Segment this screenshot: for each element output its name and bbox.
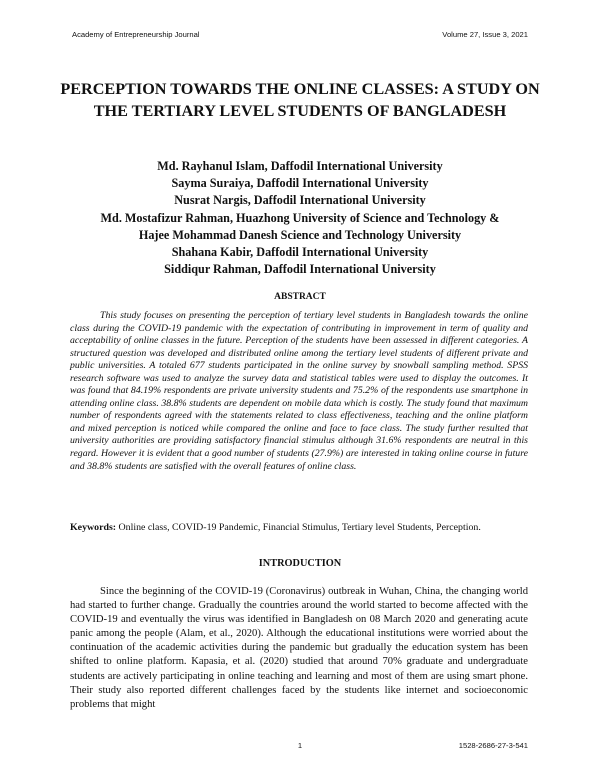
author-line: Shahana Kabir, Daffodil International University [171, 245, 429, 260]
keywords-text: Online class, COVID-19 Pandemic, Financial Stimulus, Tertiary level Students, Perception. [118, 522, 481, 533]
page-number: 1 [297, 741, 303, 750]
abstract-text: This study focuses on presenting the perception of tertiary level students in Bangladesh towards the online class during the COVID-19 pandemic with the expectation of contributing in improvement in term of quality and acceptability of online classes in the future. Perception of the students have been assessed in different categories. A structured question was developed and distributed online among the tertiary level students of different private and public universities. A totaled 677 students participated in the online survey by snowball sampling method. SPSS research software was used to analyze the survey data and statistical tables were used to display the outcomes. It was found that 84.19% respondents are private university students and 75.2% of the respondents use smartphone in attending online class. 38.8% students are dependent on mobile data which is costly. The study found that maximum number of respondents agreed with the statements related to class effectiveness, teaching and the online platform and mixed perception is noticed while compared the online and face to face class. The study further resulted that university authorities are providing satisfactory financial stimulus although 31.6% respondents are neutral in this regard. However it is evident that a good number of students (27.9%) are interested in taking online course in future and 38.8% students are satisfied with the overall features of online class. [70, 310, 528, 472]
introduction-text: Since the beginning of the COVID-19 (Coronavirus) outbreak in Wuhan, China, the changing world had started to further change. Gradually the countries around the world started to become affected with the COVID-19 and eventually the virus was identified in Bangladesh on 08 March 2020 and generating acute panic among the people (Alam, et al., 2020). Although the educational institutions were worried about the continuation of the academic activities during the pandemic but gradually the education system has been shifted to online platform. Kapasia, et al. (2020) studied that around 70% graduate and undergraduate students are actively participating in online teaching and learning and most of them are using smart phone. Their study also reported different challenges faced by the students like internet and socioeconomic problems that might [70, 586, 528, 710]
author-list [40, 158, 560, 278]
page-header [72, 30, 528, 42]
article-code: 1528-2686-27-3-541 [458, 741, 528, 750]
abstract-heading: ABSTRACT [274, 292, 326, 302]
author-line: Siddiqur Rahman, Daffodil International University [164, 262, 436, 277]
author-line: Hajee Mohammad Danesh Science and Technology University [138, 227, 462, 242]
introduction-heading: INTRODUCTION [258, 558, 342, 569]
volume-issue: Volume 27, Issue 3, 2021 [442, 30, 528, 39]
journal-name: Academy of Entrepreneurship Journal [72, 30, 200, 39]
paper-title: PERCEPTION TOWARDS THE ONLINE CLASSES: A STUDY ON THE TERTIARY LEVEL STUDENTS OF BANGLADESH [60, 80, 540, 120]
keywords-label: Keywords: [70, 522, 117, 533]
keywords [70, 522, 528, 535]
author-line: Md. Rayhanul Islam, Daffodil International University [157, 159, 443, 173]
author-line: Nusrat Nargis, Daffodil International University [174, 193, 426, 208]
page-footer [72, 741, 528, 753]
author-line: Sayma Suraiya, Daffodil International University [171, 176, 429, 191]
author-line: Md. Mostafizur Rahman, Huazhong University of Science and Technology & [100, 210, 500, 225]
